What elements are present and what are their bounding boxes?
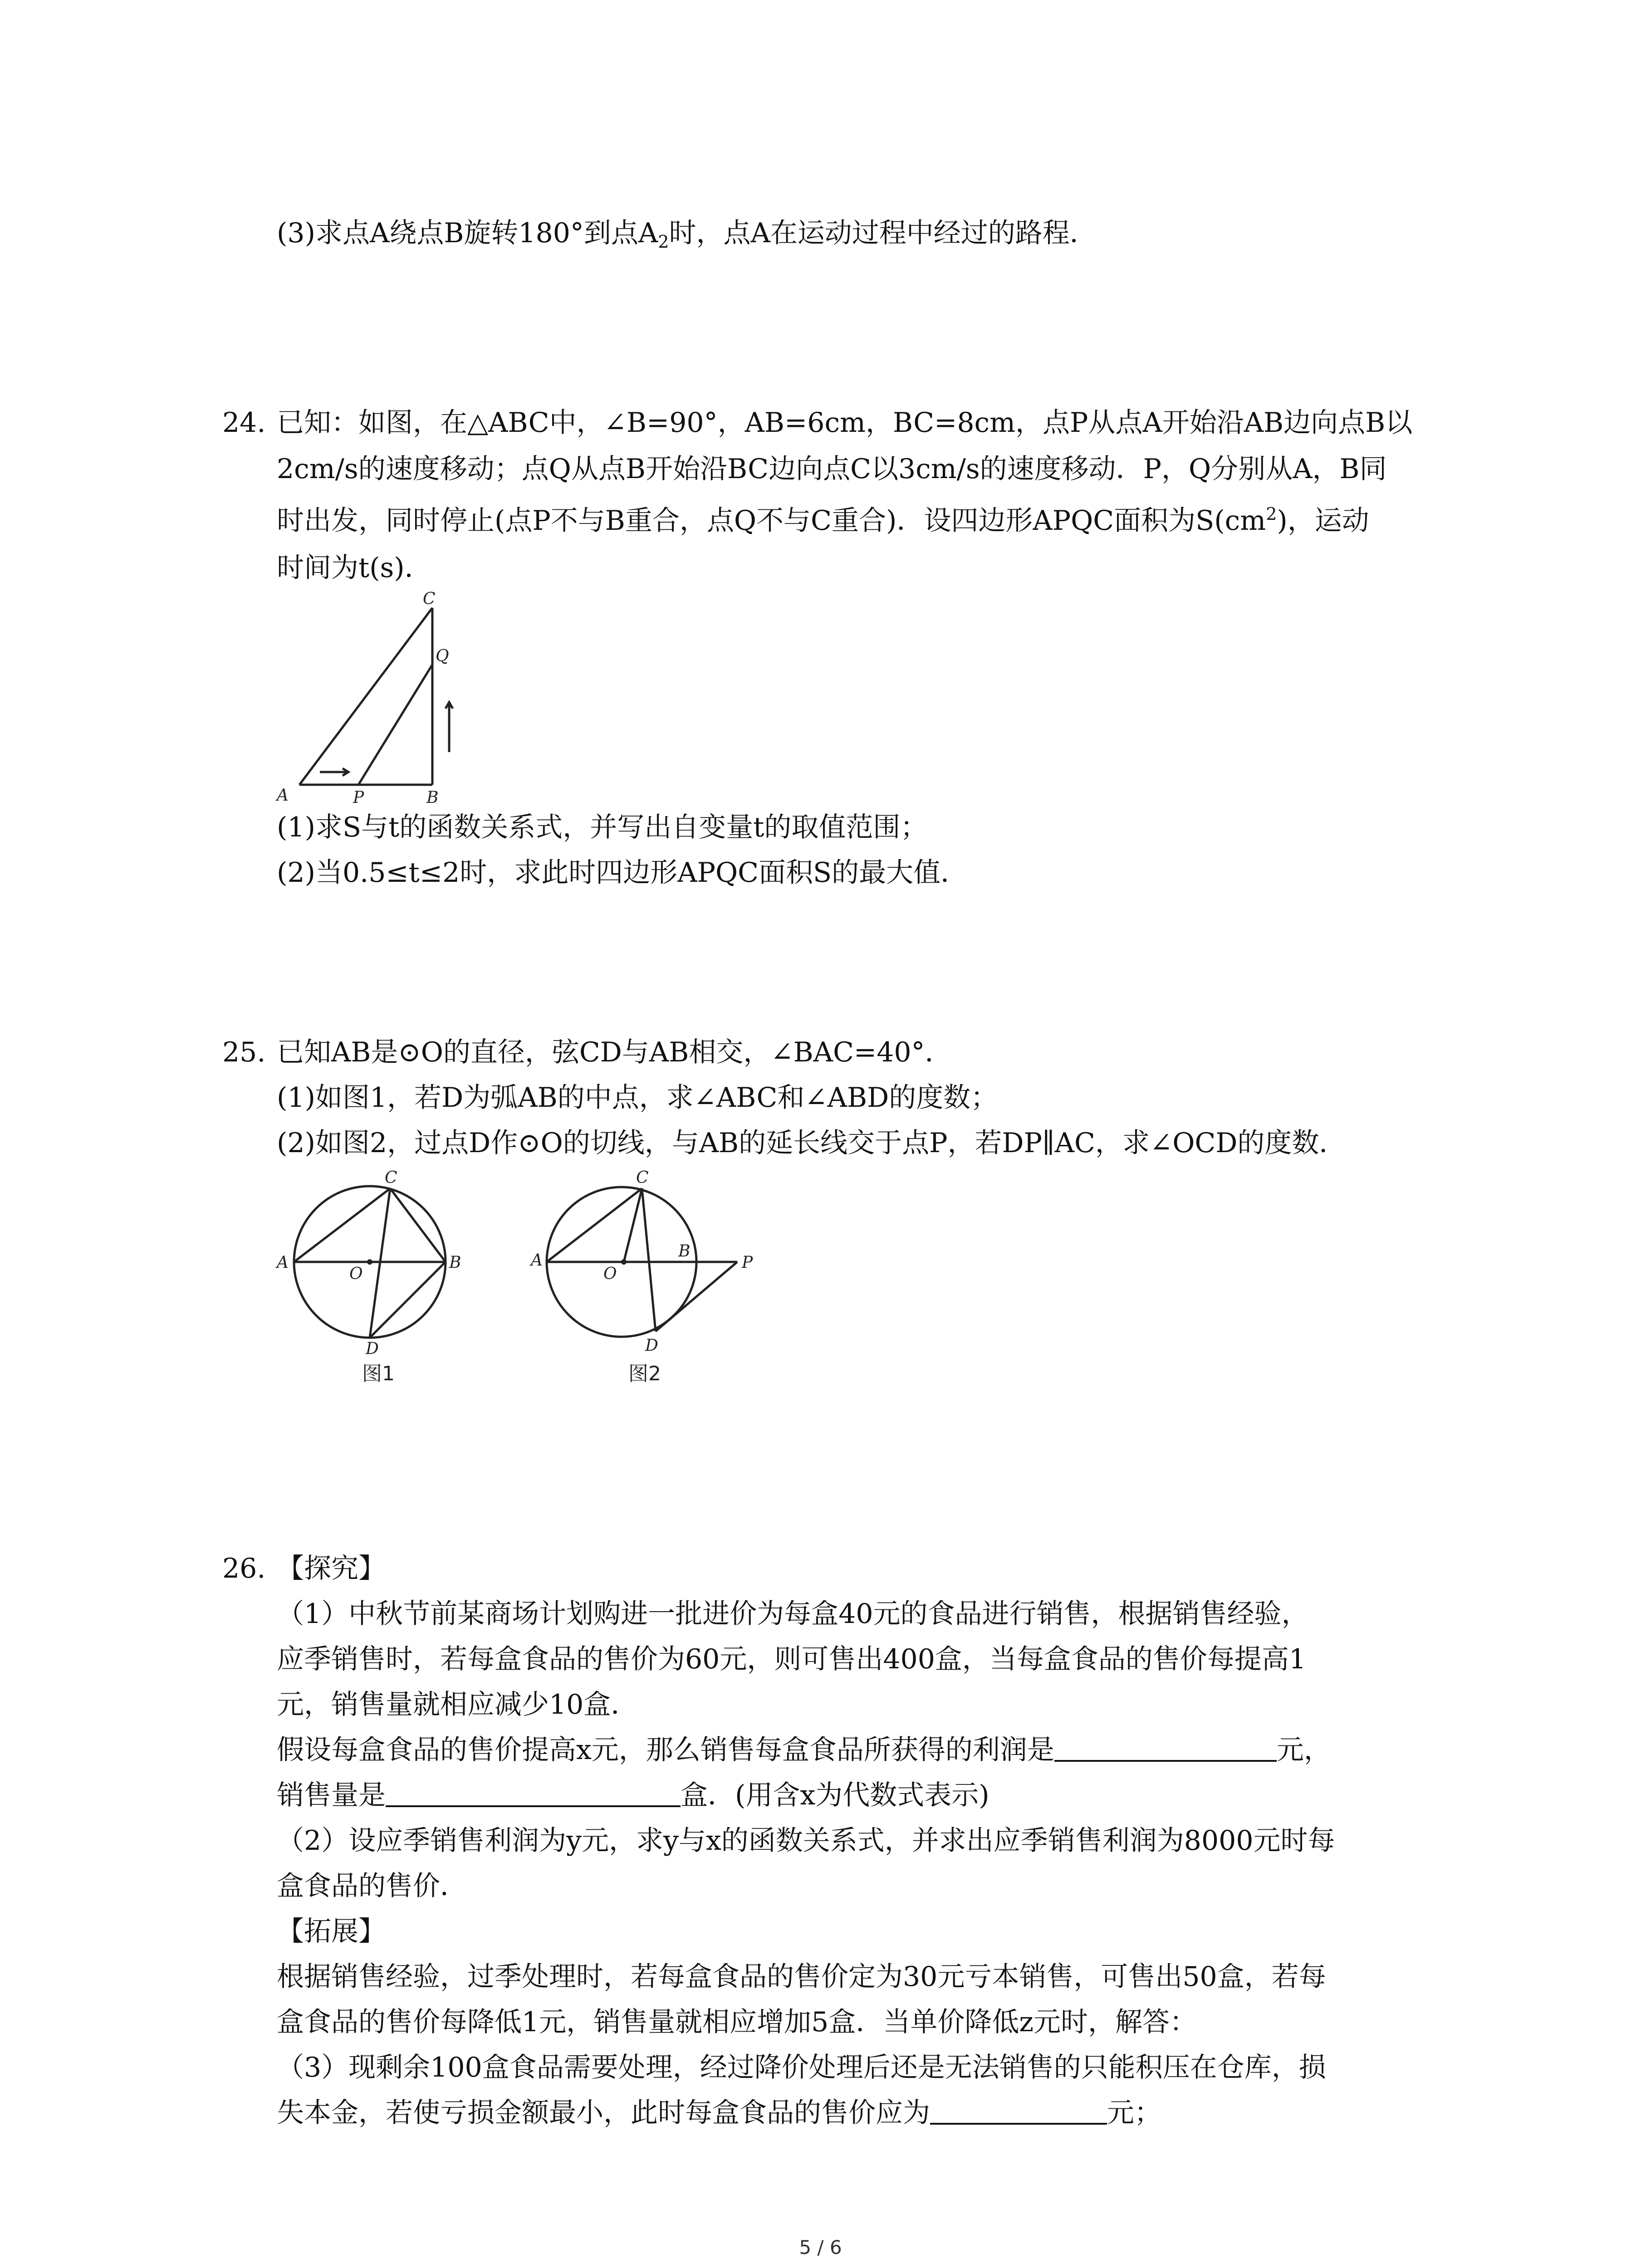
q24-line1: 24. 已知：如图，在△ABC中，∠B=90°，AB=6cm，BC=8cm，点P从点A开始沿AB边向点B以 — [222, 406, 1412, 440]
q26-p2-line1: （2）设应季销售利润为y元，求y与x的函数关系式，并求出应季销售利润为8000元时每 — [277, 1825, 1335, 1857]
answer-blank-profit[interactable] — [1054, 1760, 1277, 1762]
q26-p1-line2: 应季销售时，若每盒食品的售价为60元，则可售出400盒，当每盒食品的售价每提高1 — [277, 1643, 1307, 1675]
q24-part2: (2)当0.5≤t≤2时，求此时四边形APQC面积S的最大值． — [277, 857, 968, 889]
q23-part3: (3)求点A绕点B旋转180°到点$A_2$时，点A在运动过程中经过的路程． — [277, 217, 1097, 252]
q25-number: 25. — [222, 1036, 266, 1068]
q26-p1-line4: 假设每盒食品的售价提高x元，那么销售每盒食品所获得的利润是 元， — [277, 1734, 1331, 1766]
q26-p1-line1: （1）中秋节前某商场计划购进一批进价为每盒40元的食品进行销售，根据销售经验， — [277, 1598, 1309, 1630]
fig1-label-A: A — [277, 1253, 289, 1272]
fig2-label-B: B — [678, 1242, 691, 1261]
q26-p3-line1: （3）现剩余100盒食品需要处理，经过降价处理后还是无法销售的只能积压在仓库，损 — [277, 2052, 1326, 2083]
q24-label-A: A — [277, 786, 289, 805]
q24-label-B: B — [426, 788, 439, 807]
q26-p1-line5: 销售量是 盒．(用含x为代数式表示) — [277, 1779, 989, 1811]
q25-figure-2 — [531, 1170, 776, 1361]
q26-p2-line2: 盒食品的售价． — [277, 1870, 467, 1902]
fig1-caption: 图1 — [362, 1362, 395, 1385]
q24-line3: 时出发，同时停止(点P不与B重合，点Q不与C重合)．设四边形APQC面积为$S(cm^2)$，运动 — [277, 504, 1369, 537]
q24-label-P: P — [353, 788, 364, 807]
q25-figure-1 — [277, 1168, 467, 1358]
q26-p1-line3: 元，销售量就相应减少10盒． — [277, 1689, 638, 1721]
q24-line4: 时间为t(s)． — [277, 552, 432, 584]
fig2-label-C: C — [636, 1168, 649, 1187]
q24-label-Q: Q — [436, 647, 449, 665]
q24-triangle-figure — [272, 585, 472, 807]
fig2-caption: 图2 — [628, 1362, 661, 1385]
q26-extend-heading: 【拓展】 — [277, 1916, 386, 1947]
page-number: 5 / 6 — [799, 2236, 842, 2258]
q25-part1: (1)如图1，若D为弧AB的中点，求∠ABC和∠ABD的度数； — [277, 1082, 998, 1114]
fig2-label-P: P — [742, 1253, 753, 1272]
q24-part1: (1)求S与t的函数关系式，并写出自变量t的取值范围； — [277, 811, 928, 843]
q26-p3-line2: 失本金，若使亏损金额最小，此时每盒食品的售价应为 元； — [277, 2097, 1161, 2129]
q26-e-line1: 根据销售经验，过季处理时，若每盒食品的售价定为30元亏本销售，可售出50盒，若每 — [277, 1961, 1326, 1993]
q25-line1: 25. 已知AB是⊙O的直径，弦CD与AB相交，∠BAC=40°． — [222, 1035, 952, 1070]
fig1-label-O: O — [349, 1265, 363, 1283]
q24-number: 24. — [222, 407, 266, 439]
fig1-label-D: D — [366, 1339, 379, 1358]
fig1-label-B: B — [449, 1253, 461, 1272]
q26-e-line2: 盒食品的售价每降低1元，销售量就相应增加5盒．当单价降低z元时，解答： — [277, 2006, 1197, 2038]
fig1-label-C: C — [385, 1168, 397, 1187]
q24-label-C: C — [423, 590, 436, 608]
fig2-label-D: D — [645, 1336, 658, 1355]
q25-part2: (2)如图2，过点D作⊙O的切线，与AB的延长线交于点P，若DP∥AC，求∠OCD的度数． — [277, 1127, 1347, 1159]
q24-line2: 2cm/s的速度移动；点Q从点B开始沿BC边向点C以3cm/s的速度移动．P，Q分别从A，B同 — [277, 453, 1387, 485]
answer-blank-price[interactable] — [930, 2122, 1107, 2125]
fig2-label-O: O — [603, 1265, 617, 1283]
fig2-label-A: A — [531, 1251, 543, 1270]
q26-number: 26. — [222, 1553, 266, 1584]
q26-heading: 26. 【探究】 — [222, 1551, 386, 1586]
answer-blank-sales[interactable] — [386, 1805, 681, 1807]
